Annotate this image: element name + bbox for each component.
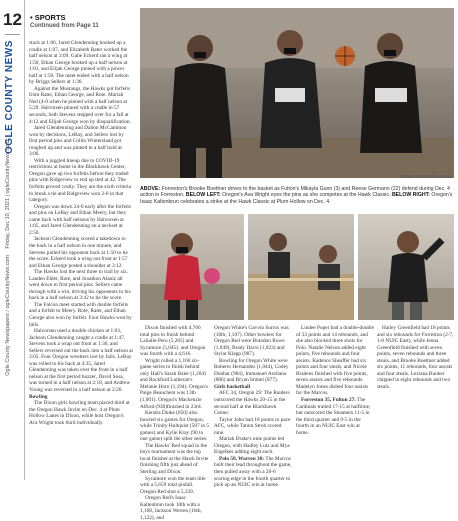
subhead-girls-basketball: Girls basketball bbox=[214, 383, 251, 390]
paragraph: Jackson Glendenning scored a takedown to the back in a half nelson in one minute, and Stevens pulled his opponent back at 1:50 to tie the score. Eckerd took a wing out front at 1:57 and Ethan George posted a shoulder at 3:12. bbox=[29, 236, 128, 269]
paragraph: AFC 34, Oregon 29: The Raiders outscored the Hawks 20-15 in the second half at the Blackhawk Center. bbox=[214, 390, 290, 417]
photo-caption bbox=[140, 186, 454, 205]
paragraph: The Hawks' Red squad in the boys tournament was the top local finisher at the Hawk Invite finishing fifth just ahead of Sterling and Dixon. bbox=[140, 442, 209, 476]
paragraph: Against the Mustangs, the Hawks got forfeits from Rater, Ethan George, and Rote. Mariah Ned (4-0 when he pinned with a half nelson at 5:29. Halvorsen pinned with a cradle in 57 seconds, Seth Stevens stepped over for a fall at 4:12 and Elijah George won by disqualification. bbox=[29, 85, 131, 125]
paragraph: The Dixon girls bowling team placed third at the Oregon Hawk Invite on Dec. 4 at Plum Hollow Lanes in Dixon, while host Oregon's Ava Wright took third individually. bbox=[29, 400, 130, 426]
paragraph: Dixon finished with 4,766 total pins to finish behind LaSalle-Peru (5,265) and Sycamore (5,045). and Oregon was fourth with a 4,616. bbox=[140, 325, 206, 358]
caption-lead-above: ABOVE: bbox=[140, 186, 161, 192]
issue-date: Friday, Dec 10, 2021 | ogleCountyNews.com bbox=[5, 140, 11, 249]
paragraph: Taylor John had 18 points to pace AFC, while Tatum Stroh scored nine. bbox=[214, 416, 291, 436]
paragraph: The Hawks lost the next three to trail by six. Landen Elder, Rote, and Jonathon Alaniz all went down to first period pins. Sellers came through with a win, driving his opponents to his back in a half nelson at 3:42 to tie the score. bbox=[29, 269, 131, 302]
bowler-boy-photo bbox=[358, 214, 454, 320]
rail-footer: Ogle County Newspapers / ogleCountyNews.com bbox=[5, 255, 11, 376]
paragraph: Bowling for Oregon White were Roberto Hernandez (1,044), Codey Dunbar (984), Immanuel Arellano (886) and Bryan Immel (877). bbox=[214, 357, 289, 384]
bowling-lane-illustration bbox=[248, 214, 354, 320]
article-column-1 bbox=[29, 40, 133, 426]
paragraph: Oregon was down 24-0 early after the forfeits and pins on LeBay and Ethan Meery, but they came back with half nelsons by Halvorsen at 1:05, and Jared Glendenning on a neckset at 2:50. bbox=[29, 203, 131, 236]
article-column-5 bbox=[377, 325, 455, 390]
caption-text-above: Forreston's Brooke Boettner drives to the basket as Fulton's Mikayla Gunn (3) and Reese Germann (22) defend during Dec. 4 action in Forreston. bbox=[140, 186, 450, 199]
bowler-boy-illustration bbox=[358, 214, 454, 320]
paragraph: stack at 1:06, Jared Glendenning hooked up a cradle at 1:07, and Elizabeth Rater worked the half nelson at 3:09. Gabe Eckerd ran a wing at 1:50, Ethan George hooked up a half nelson at 1:01, and Elijah George pinned with a power half at 1:50. The meet ended with a half nelson by Briggs Sellers at 1:36. bbox=[29, 40, 129, 86]
photo-credit: Earleen Hinton/Shaw Media bbox=[400, 174, 452, 179]
game-lead-polo: Polo 58, Warren 30: bbox=[219, 455, 265, 462]
bowler-girl-illustration bbox=[140, 214, 244, 320]
paragraph: Oregon White's Gavvin Surros was (18th, 1,107). Other bowlers for Oregon Red were Brandon Rowe (1,049), Brady Davis (1,023) and Stylar Klapp (987). bbox=[214, 325, 289, 358]
paragraph: Wright rolled a 1,160 six-game series to finish behind only Hall's Sarah Baier (1,204) and Rockford Lutheran's Melanie Horn (1,194). Oregon's Paige Beauchem was 13th (1,001). Oregon's Mackenzie Alford (938)finished in 23rd. bbox=[140, 357, 208, 410]
subhead-bowling: Bowling bbox=[29, 393, 48, 400]
page-number: 12 bbox=[3, 10, 22, 29]
paragraph: Jared Glendenning and Dalton McCammon won by decisions, LeBay, and Sellers lost by first period pins and Collin Wintersland got roughed up and was pinned in a half hold at 3:06. bbox=[29, 125, 127, 158]
section-kicker: • SPORTS bbox=[30, 13, 66, 22]
caption-text-below-right: Oregon's Isaac Kaltenbrun celebrates a strike at the Hawk Classic at Plum Hollow on Dec. 4. bbox=[140, 192, 453, 205]
bowler-girl-photo bbox=[140, 214, 244, 320]
paragraph: Oregon Red's Isaac Kaltenbrun took 10th with a 1,168, Jackson Werren (16th, 1,122), and bbox=[140, 495, 202, 521]
basketball-scene-illustration bbox=[140, 8, 454, 178]
article-column-3 bbox=[214, 325, 292, 489]
paragraph: Mariah Drake's nine points led Oregon, with Hadley Lutz and Mya Engelkes adding eight each. bbox=[214, 436, 290, 456]
paragraph: Kendra Dinke (850) also bowled six games for Oregon, while Trinity Hultquist (587 in 5 games) and Kylie Kray (90 in one game) split the other series. bbox=[140, 410, 210, 443]
paragraph: The Falcon meet started with double forfeits and a forfeit to Meery. Rote, Rater, and Ethan George also won by forfeit. Four Hawks won by falls. bbox=[29, 301, 132, 328]
caption-lead-below-left: BELOW LEFT: bbox=[185, 192, 221, 199]
paragraph: Hailey Greenfield had 18 points and six rebounds for Forreston (2-7, 1-0 NUIC East), while Jenna Greenfield finished with seven points, seven rebounds and three steals, and Brooke Boettner added six points, 11 rebounds, four assists and four steals. Lexiana Bunker chipped in eight rebounds and two steals. bbox=[377, 325, 454, 390]
caption-text-below-left: Oregon's Ava Wright eyes the pins as she competes at the Hawk Classic. bbox=[220, 192, 392, 199]
paragraph: With a juggled lineup due to COVID-19 restrictions at home in the Blackhawk Center, Oregon gave up two forfeits before they traded pins with Ridgeview to end up tied at 42. The forfeits proved costly. They are the sixth criteria to break a tie and Ridgeview won 2-0 in that category. bbox=[29, 157, 131, 204]
paragraph: Lindee Poper had a double-double of 33 points and 14 rebounds, and she also blocked three shots for Polo. Natalie Nelson added eight points, five rebounds and four assists. Kadence Sheaffer had six points and four steals, and Nicole Bradens finished with five points, seven assists and five rebounds. Madelyn Jones dished four assists for the Marcos. bbox=[296, 325, 374, 397]
caption-lead-below-right: BELOW RIGHT: bbox=[391, 192, 430, 199]
paragraph: Halvorsen used a double chicken at 1:03, Jackson Glendenning caught a cradle at 1:47, Stevens took a wrap out front at 1:30, and Sellers reversed out the back into a half nelson at 3:05. Four Oregon wrestlers lost by falls. LeBay was rolled to his back at 4:35, Jared Glendenning was taken over the front in a half nelson at the first period buzzer, David Sosa, was turned in a half nelson at 2:18, and Andrew Young was reversed in a half nelson at 2:26. bbox=[29, 328, 133, 393]
article-column-4 bbox=[296, 325, 374, 436]
bowling-lane-photo bbox=[248, 214, 354, 320]
basketball-photo bbox=[140, 8, 454, 178]
paragraph: Sycamore won the team title with a 5,659 total pinfall. Oregon Red shot a 5,339. bbox=[140, 475, 206, 495]
article-column-2 bbox=[140, 325, 210, 521]
game-lead-forreston: Forreston 35, Fulton 27: bbox=[301, 397, 356, 404]
continued-line: Continued from Page 11 bbox=[30, 23, 99, 29]
paragraph: The Cardinals trailed 17-15 at halftime, but outscored the Steamers 11-5 in the third quarter and 9-5 in the fourth in an NUIC East win at home. bbox=[296, 397, 371, 436]
section-title: OGLE COUNTY NEWS bbox=[4, 40, 15, 154]
paragraph: The Marcos built their lead throughout the game, then pulled away with a 20-6 scoring edge in the fourth quarter to pick up an NUIC win at home. bbox=[214, 455, 292, 489]
page-number-rule bbox=[5, 34, 20, 35]
